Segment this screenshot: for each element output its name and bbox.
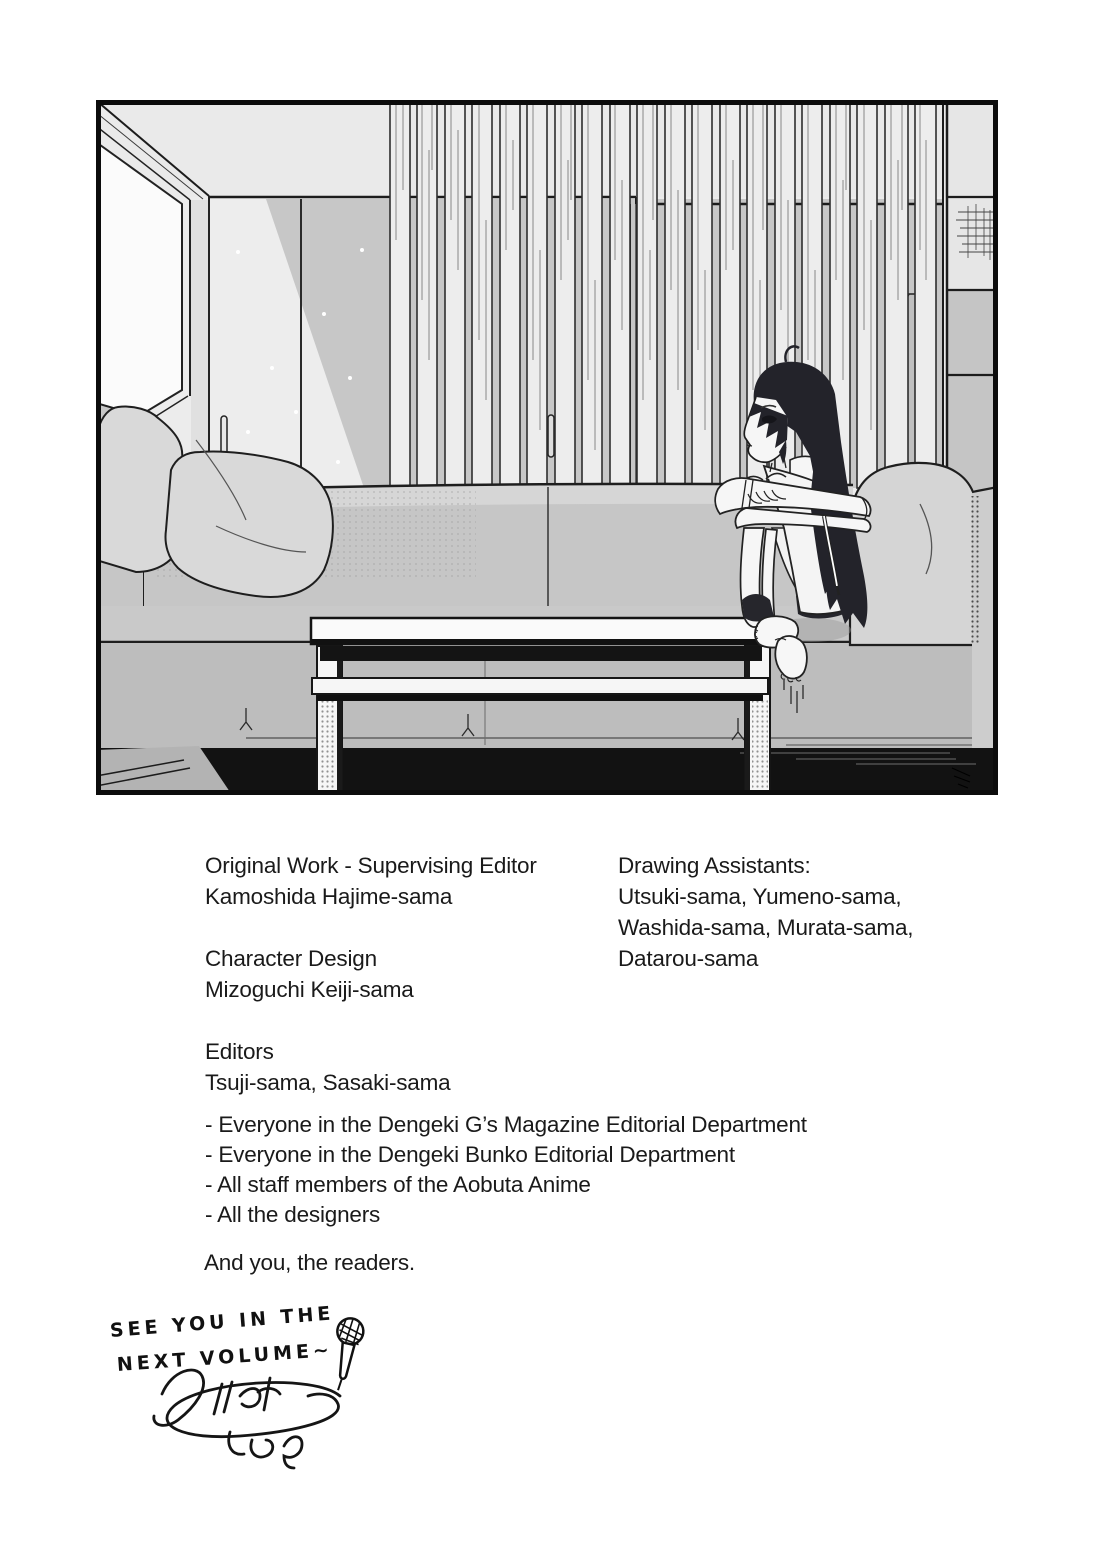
assistants-names: Washida-sama, Murata-sama, [618, 915, 914, 940]
sliding-doors-left [209, 197, 390, 488]
readers-note: And you, the readers. [204, 1250, 415, 1275]
editors-names: Tsuji-sama, Sasaki-sama [205, 1070, 451, 1095]
thanks-item: - All staff members of the Aobuta Anime [205, 1172, 591, 1197]
original-work-label: Original Work - Supervising Editor [205, 853, 537, 878]
armrest-cushion [850, 463, 980, 645]
door-handle-icon [221, 416, 227, 456]
artist-signature-scribble [142, 1360, 357, 1478]
shelf-unit [943, 100, 994, 490]
assistants-label: Drawing Assistants: [618, 853, 811, 878]
floor [96, 746, 998, 795]
thanks-list [205, 1110, 807, 1230]
credits-left-column [205, 850, 537, 1129]
assistants-names: Datarou-sama [618, 946, 759, 971]
credits-right-column [618, 850, 913, 974]
handwritten-closing-line1: SEE YOU IN THE [109, 1302, 336, 1342]
thanks-item: - Everyone in the Dengeki G’s Magazine Editorial Department [205, 1112, 807, 1137]
character-design-name: Mizoguchi Keiji-sama [205, 977, 414, 1002]
assistants-names: Utsuki-sama, Yumeno-sama, [618, 884, 902, 909]
manga-panel-illustration [96, 100, 998, 795]
door-handle-icon [548, 415, 554, 457]
editors-label: Editors [205, 1039, 274, 1064]
thanks-item: - Everyone in the Dengeki Bunko Editorial Department [205, 1142, 735, 1167]
thanks-item: - All the designers [205, 1202, 381, 1227]
manga-panel [96, 100, 998, 795]
character-design-label: Character Design [205, 946, 377, 971]
handwritten-closing-line2: NEXT VOLUME~ [116, 1338, 334, 1376]
original-work-name: Kamoshida Hajime-sama [205, 884, 453, 909]
